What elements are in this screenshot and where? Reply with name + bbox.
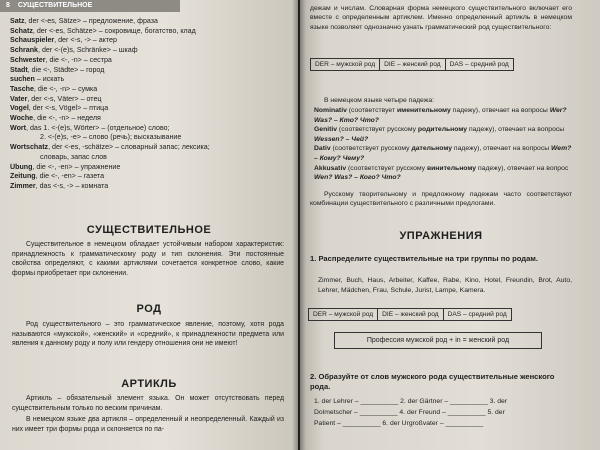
cases-intro: В немецком языке четыре падежа:	[324, 97, 434, 104]
vocab-entry	[10, 163, 290, 173]
case-russian: дательному	[411, 145, 453, 153]
section-title-article: АРТИКЛЬ	[121, 378, 177, 390]
case-name: Dativ	[314, 145, 331, 153]
case-question: Wen? Was? – Кого? Что?	[314, 174, 401, 182]
vocab-word: suchen	[10, 75, 35, 84]
vocabulary-list	[10, 17, 290, 192]
cases-note: Русскому творительному и предложному падежам часто соответствуют комбинации существительного с различными предлогами.	[310, 191, 572, 208]
vocab-entry	[10, 17, 290, 27]
case-name: Akkusativ	[314, 164, 347, 172]
exercise-1-title: 1. Распределите существительные на три группы по родам.	[310, 254, 539, 263]
case-text: (соответствует русскому	[337, 126, 418, 134]
vocab-entry	[10, 75, 290, 85]
vocab-word: Übung	[10, 162, 33, 171]
vocab-definition: , das 1. <-(e)s, Wörter> – (отдельное) слово;	[26, 123, 170, 132]
exercises-title: УПРАЖНЕНИЯ	[399, 230, 483, 242]
vocab-definition: , der <-es, -schätze> – словарный запас; лексика;	[48, 143, 210, 152]
book-gutter	[292, 0, 306, 450]
running-head	[0, 0, 180, 12]
ex1-table-masculine: DER – мужской род	[309, 309, 378, 321]
vocab-entry	[10, 27, 290, 37]
right-page	[300, 0, 600, 450]
ex1-table-feminine: DIE – женский род	[378, 309, 443, 321]
case-question: Wessen? – Чей?	[314, 135, 369, 143]
article-paragraph-1: Артикль – обязательный элемент языка. Он может отсутствовать перед существительным только по веским причинам.	[12, 395, 284, 412]
vocab-entry	[10, 56, 290, 66]
vocab-entry	[10, 95, 290, 105]
vocab-definition: , die <-, -en> – газета	[35, 172, 105, 181]
exercise-1-table	[308, 308, 512, 321]
case-text: падежу), отвечает на вопросы	[467, 126, 565, 134]
vocab-definition: , die <-, -en> – упражнение	[32, 162, 121, 171]
vocab-definition: , das <-s, -> – комната	[35, 181, 109, 190]
vocab-entry	[10, 182, 290, 192]
vocab-entry	[10, 143, 290, 153]
gender-table-feminine: DIE – женский род	[380, 59, 445, 71]
exercise-2-title: 2. Образуйте от слов мужского рода существительные женского рода.	[310, 372, 555, 391]
vocab-definition: словарь, запас слов	[40, 152, 107, 161]
vocab-word: Satz	[10, 17, 25, 25]
vocab-entry	[10, 46, 290, 56]
vocab-definition: , der <-es, Sätze> – предложение, фраза	[24, 17, 158, 25]
page-number: 8	[6, 2, 10, 9]
vocab-definition: , die <-, -n> – сестра	[45, 55, 112, 64]
vocab-word: Stadt	[10, 65, 28, 74]
case-text: падежу), отвечает на вопрос	[476, 164, 569, 172]
exercise-2-line-1: 1. der Lehrer – __________ 2. der Gärtner – __________ 3. der	[314, 398, 508, 405]
exercise-1-words: Zimmer, Buch, Haus, Arbeiter, Kaffee, Rabe, Kino, Hotel, Freundin, Brot, Auto, Lehrer, Mädchen, Frau, Schule, Jurist, Lampe, Kamera.	[318, 277, 572, 294]
case-name: Genitiv	[314, 126, 338, 134]
vocab-entry	[10, 172, 290, 182]
vocab-word: Wortschatz	[10, 143, 49, 152]
vocab-definition: , die <-, -n> – сумка	[33, 84, 98, 93]
case-text: (соответствует русскому	[330, 145, 412, 153]
case-text: падежу), отвечает на вопросы	[452, 145, 551, 153]
vocab-word: Vater	[10, 94, 28, 103]
vocab-entry	[10, 133, 290, 143]
case-text: (соответствует	[346, 107, 397, 114]
vocab-entry	[10, 124, 290, 134]
case-text: падежу), отвечает на вопросы	[450, 107, 550, 114]
vocab-entry	[10, 153, 290, 163]
gender-table-masculine: DER – мужской род	[311, 59, 380, 71]
noun-paragraph: Существительное в немецком обладает устойчивым набором характеристик: принадлежность к грамматическому роду и тип склонения. Эти постоянные свойства определяют, с какими артиклями сочетается конкретное слово, какие формы приобретает при склонении.	[12, 241, 284, 277]
vocab-entry	[10, 85, 290, 95]
vocab-word: Wort	[10, 123, 27, 132]
exercise-2-line-2: Dolmetscher – __________ 4. der Freund – __________ 5. der	[314, 409, 505, 416]
vocab-word: Tasche	[10, 84, 34, 93]
vocab-definition: , der <-(e)s, Schränke> – шкаф	[38, 46, 138, 55]
vocab-definition: , der <-s, Väter> – отец	[27, 94, 102, 103]
vocab-word: Schrank	[10, 46, 38, 55]
case-entry	[314, 164, 576, 183]
case-russian: винительному	[426, 164, 477, 172]
intro-paragraph: дежам и числам. Словарная форма немецкого существительного включает его вместе с определенным артиклем. Именно определенный артикль в немецком языке позволяет однозначно узнать грамматический род существительного:	[310, 5, 572, 31]
vocab-word: Schauspieler	[10, 36, 55, 45]
case-russian: родительному	[417, 126, 468, 134]
vocab-entry	[10, 36, 290, 46]
case-question: Wer? Was? – Кто? Что?	[314, 107, 567, 124]
case-entry	[314, 125, 576, 144]
case-entry	[314, 144, 576, 163]
case-name: Nominativ	[314, 107, 347, 114]
article-paragraph-2: В немецком языке два артикля – определенный и неопределенный. Каждый из них имеет три формы рода и склоняется по па-	[12, 416, 284, 433]
vocab-definition: , der <-s, -> – актер	[54, 36, 117, 45]
vocab-definition: , die <-, Städte> – город	[27, 65, 105, 74]
vocab-definition: 2. <-(e)s, -e> – слово (речь); высказывание	[40, 133, 182, 142]
vocab-definition: , der <-es, Schätze> – сокровище, богатство, клад	[32, 26, 196, 35]
ex1-table-neuter: DAS – средний род	[443, 309, 511, 321]
cases-list	[314, 106, 576, 183]
vocab-entry	[10, 66, 290, 76]
vocab-definition: , der <-s, Vögel> – птица	[28, 104, 109, 113]
gender-table-neuter: DAS – средний род	[445, 59, 513, 71]
exercise-2-line-3: Patient – __________ 6. der Urgroßvater – __________	[314, 420, 484, 427]
case-entry	[314, 106, 576, 125]
vocab-word: Schatz	[10, 26, 33, 35]
vocab-word: Woche	[10, 114, 34, 123]
section-title-gender: РОД	[136, 303, 162, 315]
section-title-noun: СУЩЕСТВИТЕЛЬНОЕ	[86, 224, 212, 236]
vocab-definition: – искать	[34, 75, 65, 84]
formula-box: Профессия мужской род + in = женский род	[334, 332, 542, 349]
vocab-definition: , die <-, -n> – неделя	[33, 114, 101, 123]
vocab-word: Schwester	[10, 55, 46, 64]
case-question: Wem? – Кому? Чему?	[314, 145, 572, 162]
gender-table	[310, 58, 514, 71]
vocab-word: Zeitung	[10, 172, 36, 181]
vocab-word: Zimmer	[10, 181, 36, 190]
case-russian: именительному	[397, 107, 451, 114]
running-head-title: СУЩЕСТВИТЕЛЬНОЕ	[17, 2, 93, 9]
gender-paragraph: Род существительного – это грамматическое явление, поэтому, хотя рода называются «мужской», «женский» и «средний», к принадлежности предмета или явления к данному роду и полу или гендеру отношения они не имеют!	[12, 321, 284, 348]
vocab-entry	[10, 104, 290, 114]
case-text: (соответствует русскому	[346, 164, 427, 172]
left-page	[0, 0, 298, 450]
vocab-entry	[10, 114, 290, 124]
vocab-word: Vogel	[10, 104, 29, 113]
